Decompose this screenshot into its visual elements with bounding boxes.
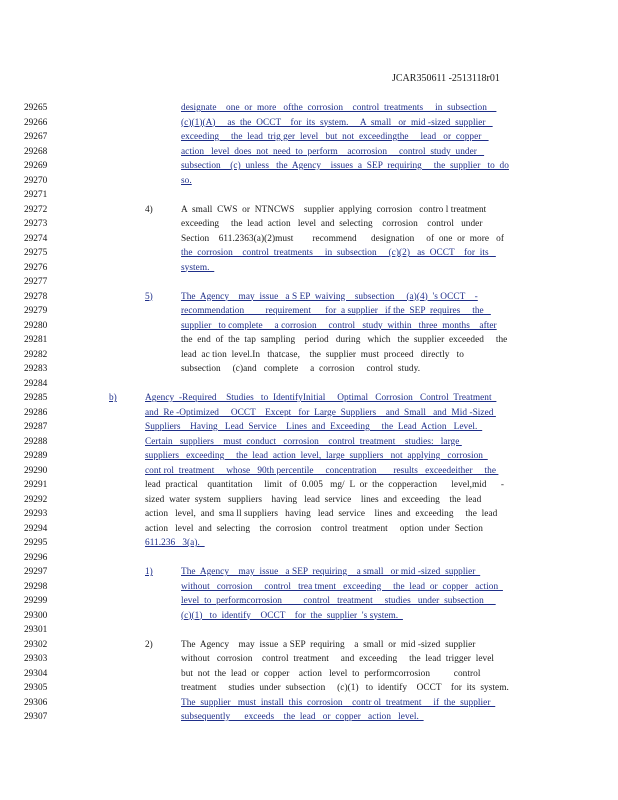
item-label: 5): [145, 291, 153, 302]
line-number: 29282: [24, 349, 48, 360]
inserted-text: supplier to complete a corrosion control study within three months after: [181, 320, 497, 331]
line-number: 29295: [24, 538, 48, 548]
line-text: exceeding the lead action level and selecting corrosion control under: [181, 219, 483, 229]
line-text: Section 611.2363(a)(2)must recommend designation of one or more of: [181, 233, 505, 244]
document-line: [0, 551, 618, 565]
document-line: [0, 174, 618, 188]
line-number: 29299: [24, 596, 48, 606]
document-line: [0, 464, 618, 478]
inserted-text: Agency -Required Studies to IdentifyInitial Optimal Corrosion Control Treatment: [145, 393, 497, 403]
inserted-text: suppliers exceeding the lead action level, large suppliers not applying corrosion: [145, 451, 488, 461]
document-line: [0, 319, 618, 333]
line-number: 29278: [24, 291, 48, 302]
document-line: [0, 623, 618, 637]
inserted-text: designate one or more ofthe corrosion control treatments in subsection: [181, 103, 497, 113]
line-number: 29307: [24, 712, 48, 722]
document-line: [0, 232, 618, 246]
document-line: [0, 130, 618, 144]
line-text: subsection (c)and complete a corrosion control study.: [181, 364, 421, 374]
document-line: [0, 348, 618, 362]
inserted-text: the corrosion control treatments in subsection (c)(2) as OCCT for its: [181, 248, 496, 258]
item-label: b): [109, 393, 117, 403]
line-number: 29283: [24, 364, 48, 374]
inserted-text: The Agency may issue a SEP requiring a small or mid -sized supplier: [181, 567, 481, 577]
document-line: [0, 449, 618, 463]
document-line: [0, 159, 618, 173]
line-number: 29301: [24, 625, 48, 635]
document-line: [0, 188, 618, 202]
inserted-text: Certain suppliers must conduct corrosion control treatment studies: large: [145, 436, 462, 447]
line-number: 29304: [24, 668, 48, 679]
line-number: 29288: [24, 436, 48, 447]
inserted-text: action level does not need to perform acorrosion control study under: [181, 146, 485, 157]
document-line: [0, 406, 618, 420]
line-number: 29287: [24, 422, 48, 432]
item-label: 2): [145, 639, 153, 650]
line-text: sized water system suppliers having lead service lines and exceeding the lead: [145, 494, 482, 505]
line-number: 29276: [24, 262, 48, 273]
line-text: lead ac tion level.In thatcase, the supplier must proceed directly to: [181, 349, 464, 360]
line-text: treatment studies under subsection (c)(1) to identify OCCT for its system.: [181, 683, 514, 693]
document-line: [0, 594, 618, 608]
line-number: 29273: [24, 219, 48, 229]
line-number: 29300: [24, 610, 48, 621]
document-line: [0, 304, 618, 318]
document-line: [0, 638, 618, 652]
line-number: 29275: [24, 248, 48, 258]
document-line: [0, 696, 618, 710]
line-number: 29297: [24, 567, 48, 577]
line-number: 29281: [24, 335, 48, 345]
inserted-text: exceeding the lead trig ger level but not exceedingthe lead or copper: [181, 132, 489, 142]
document-line: [0, 493, 618, 507]
line-number: 29303: [24, 654, 48, 664]
inserted-text: subsequently exceeds the lead or copper action level.: [181, 712, 424, 722]
document-line: [0, 217, 618, 231]
line-number: 29298: [24, 581, 48, 592]
inserted-text: so.: [181, 175, 192, 186]
line-text: lead practical quantitation limit of 0.005 mg/ L or the copperaction level,mid -: [145, 480, 504, 490]
line-text: without corrosion control treatment and exceeding the lead trigger level: [181, 654, 495, 664]
line-number: 29269: [24, 161, 48, 171]
line-number: 29293: [24, 509, 48, 519]
line-text: action level and selecting the corrosion control treatment option under Section: [145, 523, 483, 534]
document-line: [0, 667, 618, 681]
document-line: [0, 507, 618, 521]
line-number: 29268: [24, 146, 48, 157]
line-text: action level, and sma ll suppliers having lead service lines and exceeding the lead: [145, 509, 498, 519]
line-number: 29284: [24, 378, 48, 389]
line-number: 29285: [24, 393, 48, 403]
line-number: 29290: [24, 465, 48, 476]
document-line: [0, 362, 618, 376]
line-number: 29265: [24, 103, 48, 113]
line-number: 29267: [24, 132, 48, 142]
line-number: 29305: [24, 683, 48, 693]
document-line: [0, 246, 618, 260]
item-label: 4): [145, 204, 153, 215]
inserted-text: level to performcorrosion control treatment studies under subsection: [181, 596, 496, 606]
line-number: 29272: [24, 204, 48, 215]
inserted-text: cont rol treatment whose 90th percentile concentration results exceedeither the: [145, 465, 499, 476]
document-line: [0, 435, 618, 449]
document-line: [0, 609, 618, 623]
line-number: 29270: [24, 175, 48, 186]
line-number: 29306: [24, 697, 48, 708]
document-line: [0, 333, 618, 347]
inserted-text: The Agency may issue a S EP waiving subsection (a)(4) 's OCCT -: [181, 291, 478, 302]
document-line: [0, 275, 618, 289]
inserted-text: system.: [181, 262, 215, 273]
document-line: [0, 710, 618, 724]
line-number: 29302: [24, 639, 48, 650]
line-number: 29271: [24, 190, 48, 200]
line-number: 29289: [24, 451, 48, 461]
document-line: [0, 391, 618, 405]
inserted-text: The supplier must install this corrosion contr ol treatment if the supplier: [181, 697, 496, 708]
document-line: [0, 377, 618, 391]
document-line: [0, 536, 618, 550]
line-number: 29292: [24, 494, 48, 505]
inserted-text: (c)(1)(A) as the OCCT for its system. A small or mid -sized supplier: [181, 117, 493, 128]
document-line: [0, 681, 618, 695]
line-number: 29280: [24, 320, 48, 331]
line-number: 29274: [24, 233, 48, 244]
inserted-text: and Re -Optimized OCCT Except for Large Suppliers and Small and Mid -Sized: [145, 407, 496, 418]
document-line: [0, 203, 618, 217]
document-line: [0, 116, 618, 130]
document-header-code: JCAR350611 -2513118r01: [392, 73, 500, 84]
inserted-text: Suppliers Having Lead Service Lines and Exceeding the Lead Action Level.: [145, 422, 483, 432]
line-number: 29294: [24, 523, 48, 534]
document-line: [0, 145, 618, 159]
document-line: [0, 290, 618, 304]
inserted-text: without corrosion control trea tment exceeding the lead or copper action: [181, 581, 503, 592]
line-number: 29277: [24, 277, 48, 287]
inserted-text: 611.236 3(a).: [145, 538, 205, 548]
line-number: 29279: [24, 306, 48, 316]
document-line: [0, 522, 618, 536]
document-line: [0, 101, 618, 115]
line-number: 29291: [24, 480, 48, 490]
document-line: [0, 580, 618, 594]
line-text: the end of the tap sampling period during which the supplier exceeded the: [181, 335, 508, 345]
inserted-text: subsection (c) unless the Agency issues a SEP requiring the supplier to do: [181, 161, 509, 171]
document-line: [0, 565, 618, 579]
line-text: but not the lead or copper action level to performcorrosion control: [181, 668, 481, 679]
document-line: [0, 261, 618, 275]
document-line: [0, 420, 618, 434]
document-line: [0, 652, 618, 666]
line-text: The Agency may issue a SEP requiring a small or mid -sized supplier: [181, 639, 476, 650]
line-text: A small CWS or NTNCWS supplier applying corrosion contro l treatment: [181, 204, 487, 215]
inserted-text: (c)(1) to identify OCCT for the supplier 's system.: [181, 610, 403, 621]
line-number: 29296: [24, 552, 48, 563]
inserted-text: recommendation requirement for a supplier if the SEP requires the: [181, 306, 491, 316]
document-line: [0, 478, 618, 492]
line-number: 29286: [24, 407, 48, 418]
item-label: 1): [145, 567, 153, 577]
line-number: 29266: [24, 117, 48, 128]
